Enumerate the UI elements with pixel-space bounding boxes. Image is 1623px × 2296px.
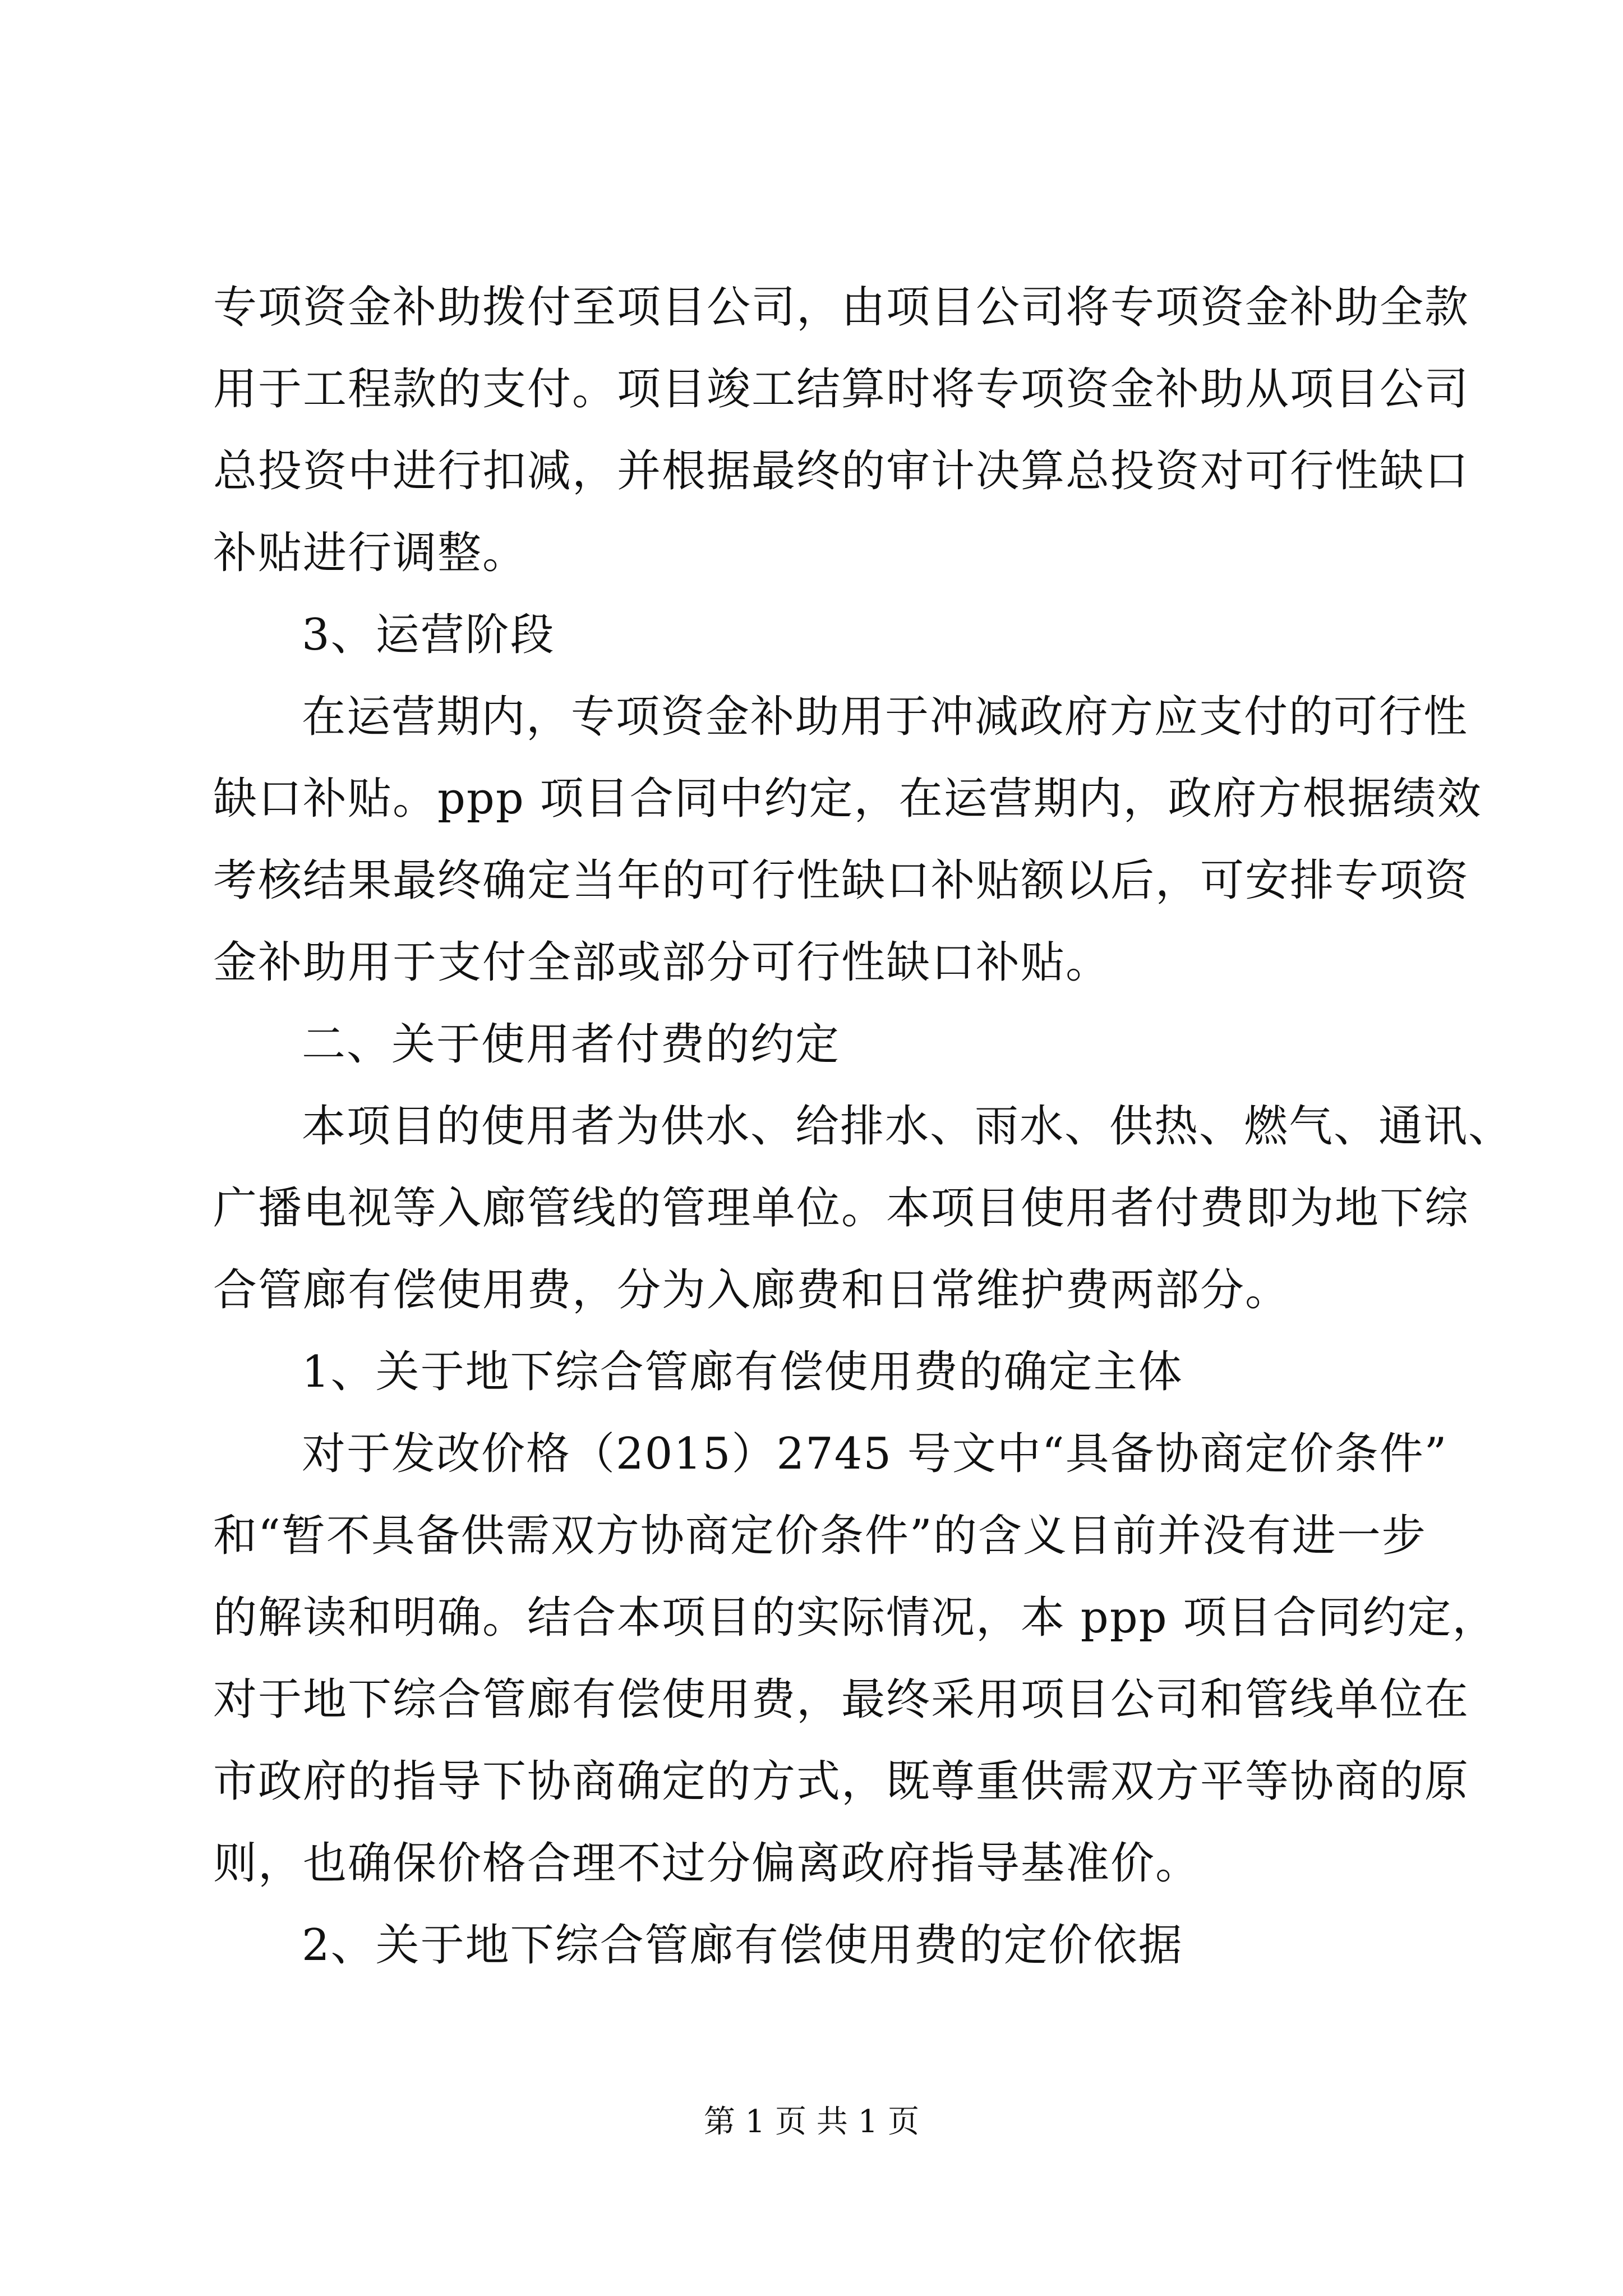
text-line: 市政府的指导下协商确定的方式，既尊重供需双方平等协商的原 bbox=[213, 1756, 1470, 1807]
document-body bbox=[213, 266, 1514, 1986]
text-line: 缺口补贴。ppp 项目合同中约定，在运营期内，政府方根据绩效 bbox=[213, 774, 1482, 824]
text-line: 专项资金补助拨付至项目公司，由项目公司将专项资金补助全款 bbox=[213, 282, 1470, 333]
text-line: 和“暂不具备供需双方协商定价条件”的含义目前并没有进一步 bbox=[213, 1511, 1427, 1561]
text-line: 补贴进行调整。 bbox=[213, 528, 528, 578]
text-line: 对于发改价格（2015）2745 号文中“具备协商定价条件” bbox=[302, 1429, 1448, 1479]
text-line: 用于工程款的支付。项目竣工结算时将专项资金补助从项目公司 bbox=[213, 364, 1470, 415]
text-line: 的解读和明确。结合本项目的实际情况，本 ppp 项目合同约定， bbox=[213, 1593, 1497, 1643]
text-line: 总投资中进行扣减，并根据最终的审计决算总投资对可行性缺口 bbox=[213, 446, 1470, 496]
text-line: 广播电视等入廊管线的管理单位。本项目使用者付费即为地下综 bbox=[213, 1183, 1470, 1234]
section-heading: 二、关于使用者付费的约定 bbox=[302, 1019, 841, 1070]
text-line: 在运营期内，专项资金补助用于冲减政府方应支付的可行性 bbox=[302, 692, 1469, 742]
text-line: 对于地下综合管廊有偿使用费，最终采用项目公司和管线单位在 bbox=[213, 1674, 1470, 1725]
text-line: 金补助用于支付全部或部分可行性缺口补贴。 bbox=[213, 937, 1111, 988]
section-heading: 2、关于地下综合管廊有偿使用费的定价依据 bbox=[302, 1920, 1183, 1971]
text-line: 本项目的使用者为供水、给排水、雨水、供热、燃气、通讯、 bbox=[302, 1101, 1514, 1152]
text-line: 考核结果最终确定当年的可行性缺口补贴额以后，可安排专项资 bbox=[213, 855, 1470, 906]
section-heading: 3、运营阶段 bbox=[302, 610, 555, 660]
page-number-label: 第 1 页 共 1 页 bbox=[703, 2104, 920, 2140]
text-line: 则，也确保价格合理不过分偏离政府指导基准价。 bbox=[213, 1838, 1201, 1889]
page-footer bbox=[0, 2102, 1623, 2142]
section-heading: 1、关于地下综合管廊有偿使用费的确定主体 bbox=[302, 1347, 1183, 1397]
text-line: 合管廊有偿使用费，分为入廊费和日常维护费两部分。 bbox=[213, 1265, 1290, 1315]
